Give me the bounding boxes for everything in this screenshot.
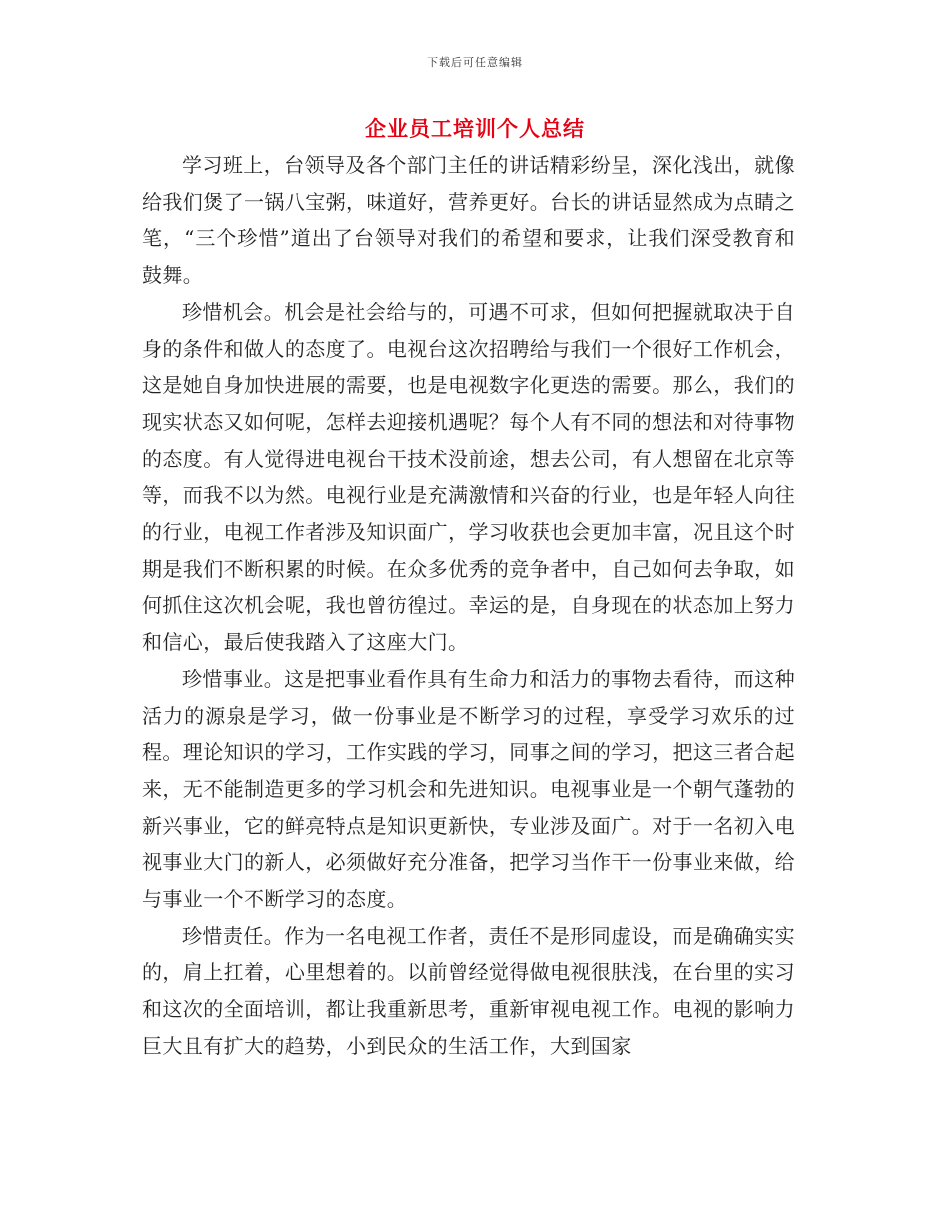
paragraph-cherish-responsibility: 珍惜责任。作为一名电视工作者，责任不是形同虚设，而是确确实实的，肩上扛着，心里想着的。以前曾经觉得做电视很肤浅，在台里的实习和这次的全面培训，都让我重新思考，重新审视电视工作。电视的影响力巨大且有扩大的趋势，小到民众的生活工作，大到国家: [142, 923, 795, 1058]
paragraph-cherish-career: 珍惜事业。这是把事业看作具有生命力和活力的事物去看待，而这种活力的源泉是学习，做一份事业是不断学习的过程，享受学习欢乐的过程。理论知识的学习，工作实践的学习，同事之间的学习，把这三者合起来，无不能制造更多的学习机会和先进知识。电视事业是一个朝气蓬勃的新兴事业，它的鲜亮特点是知识更新快，专业涉及面广。对于一名初入电视事业大门的新人，必须做好充分准备，把学习当作干一份事业来做，给与事业一个不断学习的态度。: [142, 666, 795, 912]
document-title: 企业员工培训个人总结: [365, 116, 585, 141]
header-note: 下载后可任意编辑: [427, 56, 523, 69]
paragraph-cherish-opportunity: 珍惜机会。机会是社会给与的，可遇不可求，但如何把握就取决于自身的条件和做人的态度了。电视台这次招聘给与我们一个很好工作机会，这是她自身加快进展的需要，也是电视数字化更迭的需要。那么，我们的现实状态又如何呢，怎样去迎接机遇呢？每个人有不同的想法和对待事物的态度。有人觉得进电视台干技术没前途，想去公司，有人想留在北京等等，而我不以为然。电视行业是充满激情和兴奋的行业，也是年轻人向往的行业，电视工作者涉及知识面广，学习收获也会更加丰富，况且这个时期是我们不断积累的时候。在众多优秀的竞争者中，自己如何去争取，如何抓住这次机会呢，我也曾彷徨过。幸运的是，自身现在的状态加上努力和信心，最后使我踏入了这座大门。: [142, 299, 795, 655]
paragraph-intro: 学习班上，台领导及各个部门主任的讲话精彩纷呈，深化浅出，就像给我们煲了一锅八宝粥，味道好，营养更好。台长的讲话显然成为点睛之笔，“三个珍惜”道出了台领导对我们的希望和要求，让我们深受教育和鼓舞。: [142, 153, 795, 288]
document-body: [142, 147, 795, 1065]
